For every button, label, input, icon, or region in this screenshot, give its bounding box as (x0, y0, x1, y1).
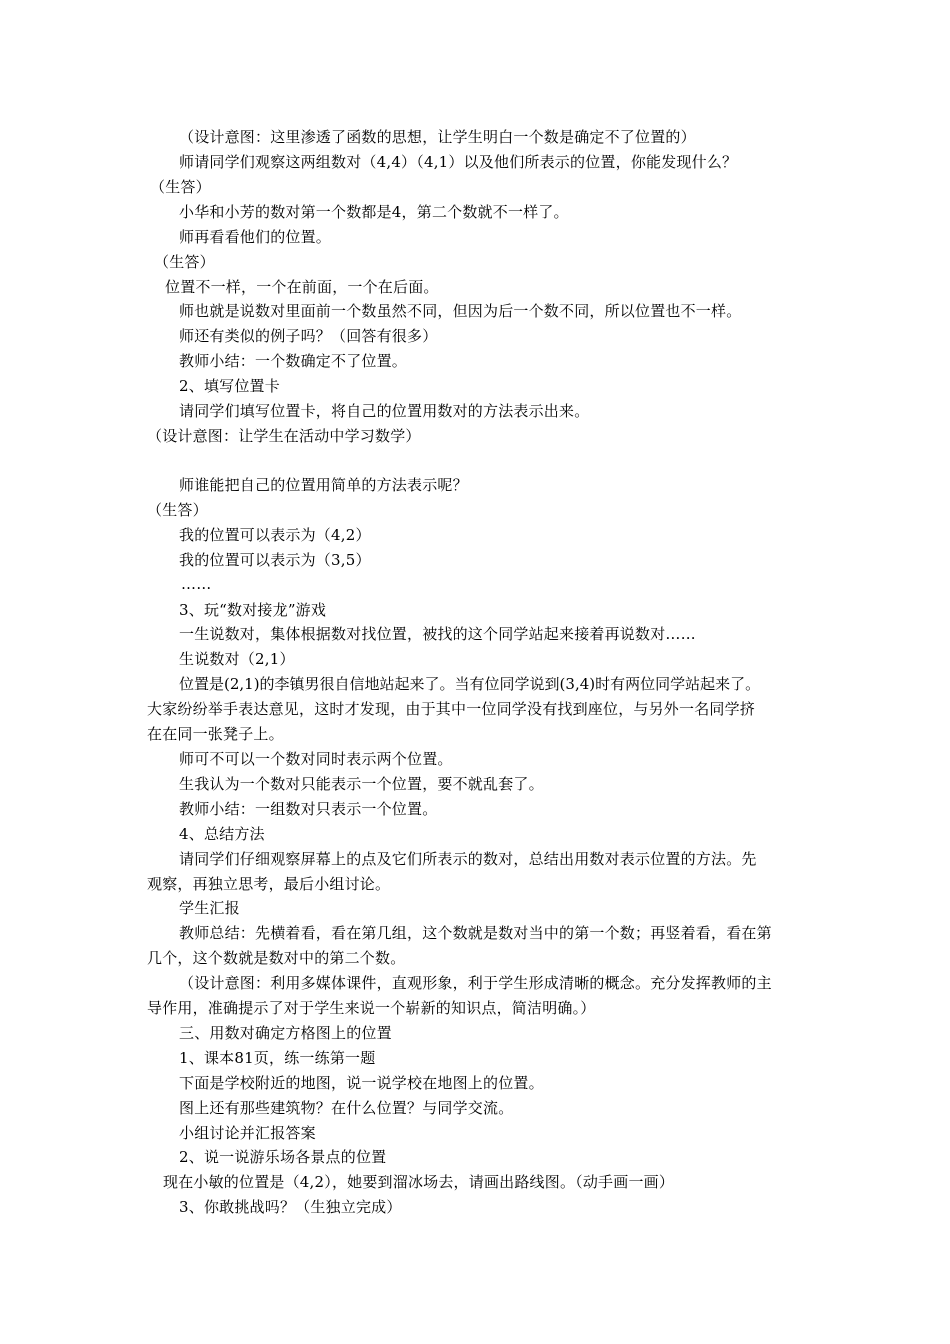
text-line: 师谁能把自己的位置用简单的方法表示呢？ (179, 476, 468, 494)
text-line: 教师小结：一个数确定不了位置。 (179, 352, 408, 370)
text-line: （生答） (147, 501, 208, 519)
text-line: 1、课本81页，练一练第一题 (179, 1049, 376, 1067)
text-line: （设计意图：这里渗透了函数的思想，让学生明白一个数是确定不了位置的） (179, 128, 696, 146)
text-line: 请同学们填写位置卡，将自己的位置用数对的方法表示出来。 (179, 402, 590, 420)
text-line: 在在同一张凳子上。 (147, 725, 284, 743)
text-line: 请同学们仔细观察屏幕上的点及它们所表示的数对，总结出用数对表示位置的方法。先 (179, 850, 757, 868)
section-heading: 2、填写位置卡 (179, 377, 280, 395)
text-line: （设计意图：让学生在活动中学习数学） (147, 427, 421, 445)
text-line: 小组讨论并汇报答案 (179, 1124, 316, 1142)
text-line: 师也就是说数对里面前一个数虽然不同，但因为后一个数不同，所以位置也不一样。 (179, 302, 742, 320)
text-line: 导作用，准确提示了对于学生来说一个崭新的知识点，简洁明确。） (147, 999, 596, 1017)
section-heading: 三、用数对确定方格图上的位置 (179, 1024, 392, 1042)
text-line: 师还有类似的例子吗？（回答有很多） (179, 327, 438, 345)
text-line: 位置是(2,1)的李镇男很自信地站起来了。当有位同学说到(3,4)时有两位同学站起来了。 (179, 675, 761, 693)
text-line: 师可不可以一个数对同时表示两个位置。 (179, 750, 453, 768)
text-line: 教师总结：先横着看，看在第几组，这个数就是数对当中的第一个数；再竖着看，看在第 (179, 924, 772, 942)
section-heading: 4、总结方法 (179, 825, 265, 843)
text-line: 位置不一样，一个在前面，一个在后面。 (165, 278, 439, 296)
text-line: （设计意图：利用多媒体课件，直观形象，利于学生形成清晰的概念。充分发挥教师的主 (179, 974, 772, 992)
text-line: 现在小敏的位置是（4,2），她要到溜冰场去，请画出路线图。（动手画一画） (163, 1173, 675, 1191)
text-line: 小华和小芳的数对第一个数都是4，第二个数就不一样了。 (179, 203, 569, 221)
text-line: 我的位置可以表示为（4,2） (179, 526, 371, 544)
text-line: 下面是学校附近的地图，说一说学校在地图上的位置。 (179, 1074, 544, 1092)
text-line: 生我认为一个数对只能表示一个位置，要不就乱套了。 (179, 775, 544, 793)
text-line: 我的位置可以表示为（3,5） (179, 551, 371, 569)
text-line: 几个，这个数就是数对中的第二个数。 (147, 949, 406, 967)
text-line: 大家纷纷举手表达意见，这时才发现，由于其中一位同学没有找到座位，与另外一名同学挤 (147, 700, 756, 718)
text-line: 一生说数对，集体根据数对找位置，被找的这个同学站起来接着再说数对…… (179, 625, 696, 643)
text-line: 学生汇报 (179, 899, 240, 917)
text-line: 图上还有那些建筑物？在什么位置？与同学交流。 (179, 1099, 514, 1117)
text-line: 观察，再独立思考，最后小组讨论。 (147, 875, 391, 893)
text-line: 3、你敢挑战吗？（生独立完成） (179, 1198, 402, 1216)
text-line: 2、说一说游乐场各景点的位置 (179, 1148, 387, 1166)
text-line: 师再看看他们的位置。 (179, 228, 332, 246)
text-line: 师请同学们观察这两组数对（4,4）（4,1）以及他们所表示的位置，你能发现什么？ (179, 153, 738, 171)
text-line: …… (181, 575, 212, 593)
section-heading: 3、玩“数对接龙”游戏 (179, 601, 327, 619)
text-line: 教师小结：一组数对只表示一个位置。 (179, 800, 438, 818)
text-line: 生说数对（2,1） (179, 650, 295, 668)
text-line: （生答） (150, 178, 211, 196)
text-line: （生答） (154, 253, 215, 271)
